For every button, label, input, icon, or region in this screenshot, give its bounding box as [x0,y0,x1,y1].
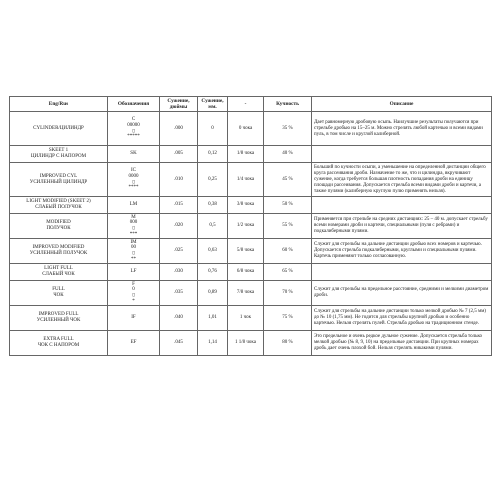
header-description: Описание [312,97,492,112]
constriction-mm-cell: 1,01 [198,306,228,331]
pattern-percent-cell: 80 % [264,331,312,356]
header-constriction-inches: Сужение, дюймы [160,97,198,112]
choke-name-cell [10,331,108,356]
table-row [10,306,492,331]
choke-name-line: EXTRA FULL [43,337,74,342]
choke-table [9,96,492,356]
constriction-mm-cell: 0,76 [198,264,228,281]
choke-name-cell [10,239,108,264]
constriction-inches-cell: .020 [160,214,198,239]
constriction-mm-cell: 0,38 [198,197,228,214]
pattern-percent-cell: 35 % [264,112,312,146]
designation-line: 00000 [127,122,140,128]
header-fraction: - [228,97,264,112]
table-row [10,264,492,281]
choke-name-line: СЛАБЫЙ ЧОК [42,272,75,277]
pattern-percent-cell: 75 % [264,306,312,331]
choke-fraction-cell: 1 чок [228,306,264,331]
notch-icon: ▯ [132,128,135,134]
choke-name-line: IMPROVED MODIFIED [32,245,85,250]
designation-line: IC [131,168,136,174]
choke-name-line: УСИЛЕННЫЙ ЦИЛИНДР [29,179,88,185]
choke-name-line: IMPROVED FULL [38,312,79,317]
choke-fraction-cell: 5/8 чока [228,239,264,264]
notch-icon: ▯ [132,251,135,256]
designation-line: SK [130,151,137,157]
choke-fraction-cell: 7/8 чока [228,281,264,306]
table-row [10,281,492,306]
constriction-mm-cell: 0,63 [198,239,228,264]
constriction-inches-cell: .025 [160,239,198,264]
choke-name-cell [10,281,108,306]
table-row [10,331,492,356]
choke-name-line: IMPROVED CYL [39,173,78,179]
header-pattern: Кучность [264,97,312,112]
constriction-inches-cell: .045 [160,331,198,356]
pattern-percent-cell: 55 % [264,214,312,239]
designation-line: *** [129,231,138,237]
header-constriction-mm: Сужение, мм. [198,97,228,112]
choke-designation-cell [108,239,160,264]
choke-name-line: LIGHT FULL [44,266,73,271]
description-cell [312,146,492,163]
constriction-inches-cell: .005 [160,146,198,163]
description-cell: Это предельное и очень редкое дульное сужение. Допускается стрельба только мелкой дробью (№ 8, 9, 10) на предельные дистанции. При крупных номерах дробь дает очень плохой бой. Нельзя стрелять никакими пулями. [312,331,492,356]
choke-designation-cell [108,163,160,197]
header-designation: Обозначения [108,97,160,112]
choke-fraction-cell: 1 1/8 чока [228,331,264,356]
table-row [10,197,492,214]
table-row [10,214,492,239]
choke-name-cell [10,163,108,197]
choke-designation-cell [108,197,160,214]
choke-fraction-cell: 1/4 чока [228,163,264,197]
choke-name-line: ЦИЛИНДР С НАПОРОМ [30,154,87,159]
designation-line: LF [130,269,137,275]
notch-icon: ▯ [132,293,135,298]
choke-name-cell [10,112,108,146]
pattern-percent-cell: 65 % [264,264,312,281]
choke-designation-cell [108,112,160,146]
choke-name-line: УСИЛЕННЫЙ ПОЛУЧОК [29,251,88,256]
choke-designation-cell [108,214,160,239]
designation-line: * [132,298,135,304]
constriction-mm-cell: 0,89 [198,281,228,306]
choke-name-line: ЧОК С НАПОРОМ [37,343,80,348]
choke-name-line: SKEET 1 [48,148,69,153]
choke-fraction-cell: 1/2 чока [228,214,264,239]
designation-line: ** [131,256,136,262]
choke-designation-cell [108,146,160,163]
notch-icon: ▯ [132,226,135,231]
choke-designation-cell [108,264,160,281]
constriction-mm-cell: 0,25 [198,163,228,197]
designation-line: F [132,281,135,287]
designation-line: IF [131,315,136,321]
description-cell: Служит для стрельбы на дальние дистанции только мелкой дробью № 7 (2,5 мм) до № 10 (1,75 мм). Не годится для стрельбы крупной дробью и особенно картечью. Нельзя стрелять пулей. Стрельба дробью на традиционном стенде. [312,306,492,331]
designation-line: 0000 [128,173,139,179]
choke-name-line: CYLINDER/ЦИЛИНДР [33,125,84,131]
choke-name-line: УСИЛЕННЫЙ ЧОК [36,318,81,323]
designation-line: 00 [131,245,136,251]
description-cell: Служит для стрельбы на предельное расстояние, средними и мелкими диаметром дроби. [312,281,492,306]
table-row [10,239,492,264]
constriction-inches-cell: .035 [160,281,198,306]
pattern-percent-cell: 45 % [264,163,312,197]
choke-name-line: СЛАБЫЙ ПОЛУЧОК [35,205,82,210]
designation-line: 000 [129,220,138,226]
choke-name-line: ЧОК [53,293,64,298]
designation-line: M [131,214,136,220]
constriction-inches-cell: .040 [160,306,198,331]
pattern-percent-cell: 70 % [264,281,312,306]
pattern-percent-cell: 60 % [264,239,312,264]
constriction-mm-cell: 0 [198,112,228,146]
notch-icon: ▯ [132,179,135,185]
choke-name-line: ПОЛУЧОК [46,226,71,231]
designation-line: IM [130,239,137,245]
constriction-inches-cell: .030 [160,264,198,281]
designation-line: C [131,117,136,123]
choke-name-line: FULL [52,287,65,292]
choke-designation-cell [108,331,160,356]
constriction-mm-cell: 0,5 [198,214,228,239]
pattern-percent-cell: 40 % [264,146,312,163]
header-row [10,97,492,112]
description-cell: Дает равномерную дробовую осыпь. Наилучшие результаты получаются при стрельбе дробью на 15–25 м. Можно стрелять любой картечью и всеми видами пуль, в том числе и круглой калиберной. [312,112,492,146]
choke-name-line: LIGHT MODIFIED (SKEET 2) [26,199,91,204]
header-eng-rus: Eng/Rus [10,97,108,112]
table-row [10,146,492,163]
designation-line: **** [128,185,139,191]
designation-line: ***** [127,134,140,140]
table-row [10,163,492,197]
description-cell: Применяется при стрельбе на средних дистанциях: 25 – 40 м. допускает стрельбу всеми номерами дроби и картечи, специальными (пуля с ребрами) и подкалиберными пулями. [312,214,492,239]
designation-line: EF [130,340,137,346]
choke-name-line: MODIFIED [46,220,71,225]
table-body [10,112,492,356]
constriction-mm-cell: 1,14 [198,331,228,356]
choke-fraction-cell: 3/8 чока [228,197,264,214]
choke-fraction-cell: 6/8 чока [228,264,264,281]
description-cell: Больший по кучности осыпи, а уменьшение на определенной дистанции общего круга рассеивания дроби. Назначение то же, что и цилиндра, вкручивают сужение, когда требуется большая плотность попадания дроби на единицу площади рассеивания. Допускается стрельба всеми видами дроби и картечи, а также пулями (калиберную круглую пулю применять нельзя). [312,163,492,197]
choke-fraction-cell: 0 чока [228,112,264,146]
description-cell: Служит для стрельбы на дальние дистанции дробью всех номеров и картечью. Допускается стрельба подкалиберными, круглыми и специальными пулями. Картечь применяют только согласованную. [312,239,492,264]
designation-line: 0 [132,287,135,293]
pattern-percent-cell: 50 % [264,197,312,214]
choke-designation-cell [108,281,160,306]
choke-name-cell [10,146,108,163]
choke-name-cell [10,214,108,239]
table-header [10,97,492,112]
choke-name-cell [10,197,108,214]
choke-name-cell [10,264,108,281]
choke-fraction-cell: 1/8 чока [228,146,264,163]
description-cell [312,264,492,281]
choke-designation-cell [108,306,160,331]
constriction-inches-cell: .010 [160,163,198,197]
description-cell [312,197,492,214]
constriction-inches-cell: .000 [160,112,198,146]
table-row [10,112,492,146]
choke-name-cell [10,306,108,331]
constriction-inches-cell: .015 [160,197,198,214]
constriction-mm-cell: 0,12 [198,146,228,163]
designation-line: LM [129,202,138,208]
